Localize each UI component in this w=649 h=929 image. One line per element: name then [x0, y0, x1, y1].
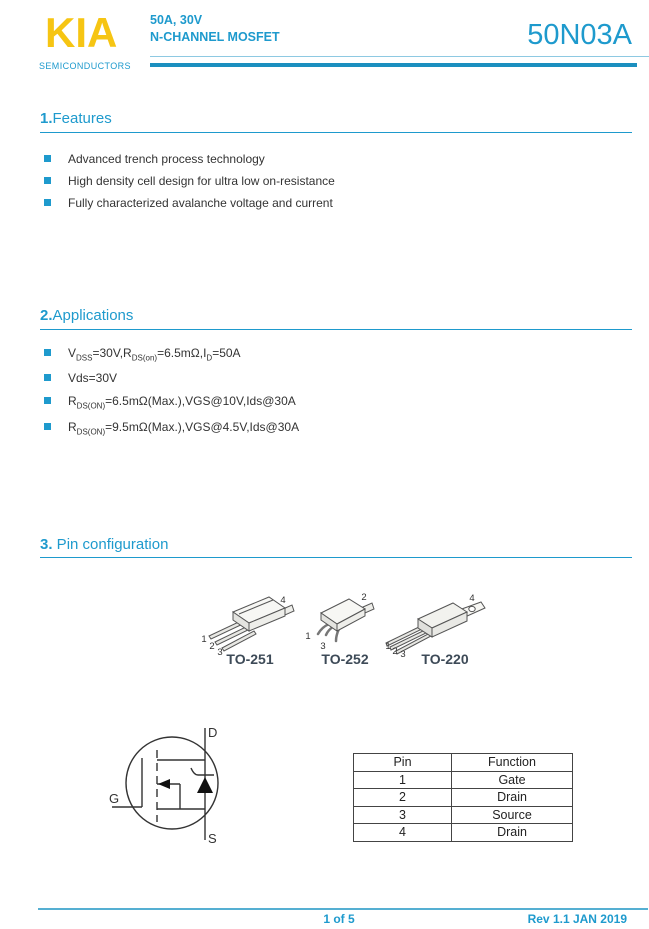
pin-cell: 1 — [354, 771, 452, 789]
terminal-label-drain: D — [208, 725, 218, 740]
package-name-to252: TO-252 — [321, 651, 369, 667]
pin-number-label: 3 — [320, 641, 326, 652]
package-drawing-to251 — [195, 588, 305, 658]
footer-rule — [38, 908, 648, 910]
applications-heading-rule — [40, 329, 632, 330]
brand-tagline: SEMICONDUCTORS — [39, 61, 131, 71]
pin-number-label: 2 — [209, 641, 215, 652]
header-type-line: N-CHANNEL MOSFET — [150, 30, 280, 44]
pin-number-label: 1 — [385, 641, 391, 652]
features-heading-rule — [40, 132, 632, 133]
terminal-label-gate: G — [109, 791, 120, 806]
pin-number-label: 2 — [392, 646, 398, 657]
pin-number-label: 1 — [305, 631, 311, 642]
list-item — [44, 394, 299, 410]
pin-function-table-container — [353, 753, 573, 842]
footer-revision: Rev 1.1 JAN 2019 — [527, 912, 627, 926]
bullet-square-icon — [44, 349, 51, 356]
pin-configuration-heading-number: 3. — [40, 536, 53, 553]
table-header-function: Function — [452, 754, 573, 772]
list-item — [44, 371, 299, 385]
pin-cell: 4 — [354, 824, 452, 842]
header-rule-thick — [150, 63, 637, 67]
pin-number-label: 4 — [469, 593, 475, 604]
package-drawing-to252 — [300, 588, 398, 658]
pin-number-label: 4 — [280, 595, 286, 606]
footer-page-indicator: 1 of 5 — [323, 912, 355, 926]
list-item — [44, 346, 299, 362]
list-item — [44, 420, 299, 436]
terminal-label-source: S — [208, 831, 217, 846]
header-subtitle — [150, 12, 280, 46]
bullet-square-icon — [44, 374, 51, 381]
features-heading — [40, 110, 112, 127]
header-rating-line: 50A, 30V — [150, 13, 203, 27]
application-item-text: Vds=30V — [68, 371, 118, 386]
package-name-to220: TO-220 — [421, 651, 469, 667]
pin-cell: 2 — [354, 789, 452, 807]
application-item-text: $V_{DSS}=30V,R_{DS(on)}=6.5m\Omega,I_D=50A$ — [68, 346, 241, 363]
function-cell: Drain — [452, 789, 573, 807]
pin-number-label: 3 — [217, 647, 223, 658]
pin-cell: 3 — [354, 806, 452, 824]
pin-configuration-heading — [40, 536, 168, 553]
pin-number-label: 2 — [361, 592, 367, 603]
applications-heading — [40, 307, 133, 324]
table-header-row — [354, 754, 573, 772]
pin-configuration-heading-rule — [40, 557, 632, 558]
function-cell: Source — [452, 806, 573, 824]
application-item-text: $R_{DS(ON)}=6.5m\Omega(Max.),VGS@10V,Ids@30A$ — [68, 394, 296, 411]
bullet-square-icon — [44, 155, 51, 162]
mosfet-symbol-diagram — [95, 703, 260, 853]
body-diode-icon — [197, 777, 213, 793]
table-row — [354, 806, 573, 824]
header-rule-thin — [150, 56, 649, 57]
gate-arrow-icon — [158, 779, 170, 789]
bullet-square-icon — [44, 199, 51, 206]
features-heading-title: Features — [52, 110, 112, 127]
brand-logo: KIA — [45, 9, 118, 56]
application-item-text: $R_{DS(ON)}=9.5m\Omega(Max.),VGS@4.5V,Ids@30A$ — [68, 419, 300, 437]
table-row — [354, 824, 573, 842]
package-name-to251: TO-251 — [226, 651, 274, 667]
pin-number-label: 1 — [201, 634, 207, 645]
pin-configuration-heading-title: Pin configuration — [52, 536, 169, 553]
table-header-pin: Pin — [354, 754, 452, 772]
applications-heading-title: Applications — [52, 307, 134, 324]
applications-heading-number: 2. — [40, 307, 53, 324]
feature-item-text: Fully characterized avalanche voltage and current — [68, 196, 333, 210]
bullet-square-icon — [44, 397, 51, 404]
features-list — [44, 152, 335, 218]
pin-number-label: 3 — [400, 649, 406, 658]
bullet-square-icon — [44, 177, 51, 184]
pin-function-table — [353, 753, 573, 842]
list-item — [44, 196, 335, 210]
bullet-square-icon — [44, 423, 51, 430]
function-cell: Gate — [452, 771, 573, 789]
package-drawing-to220 — [385, 588, 505, 658]
table-row — [354, 771, 573, 789]
list-item — [44, 174, 335, 188]
feature-item-text: High density cell design for ultra low on-resistance — [68, 174, 335, 188]
feature-item-text: Advanced trench process technology — [68, 152, 265, 166]
applications-list — [44, 346, 299, 445]
features-heading-number: 1. — [40, 110, 53, 127]
function-cell: Drain — [452, 824, 573, 842]
table-row — [354, 789, 573, 807]
list-item — [44, 152, 335, 166]
part-number: 50N03A — [527, 19, 632, 51]
